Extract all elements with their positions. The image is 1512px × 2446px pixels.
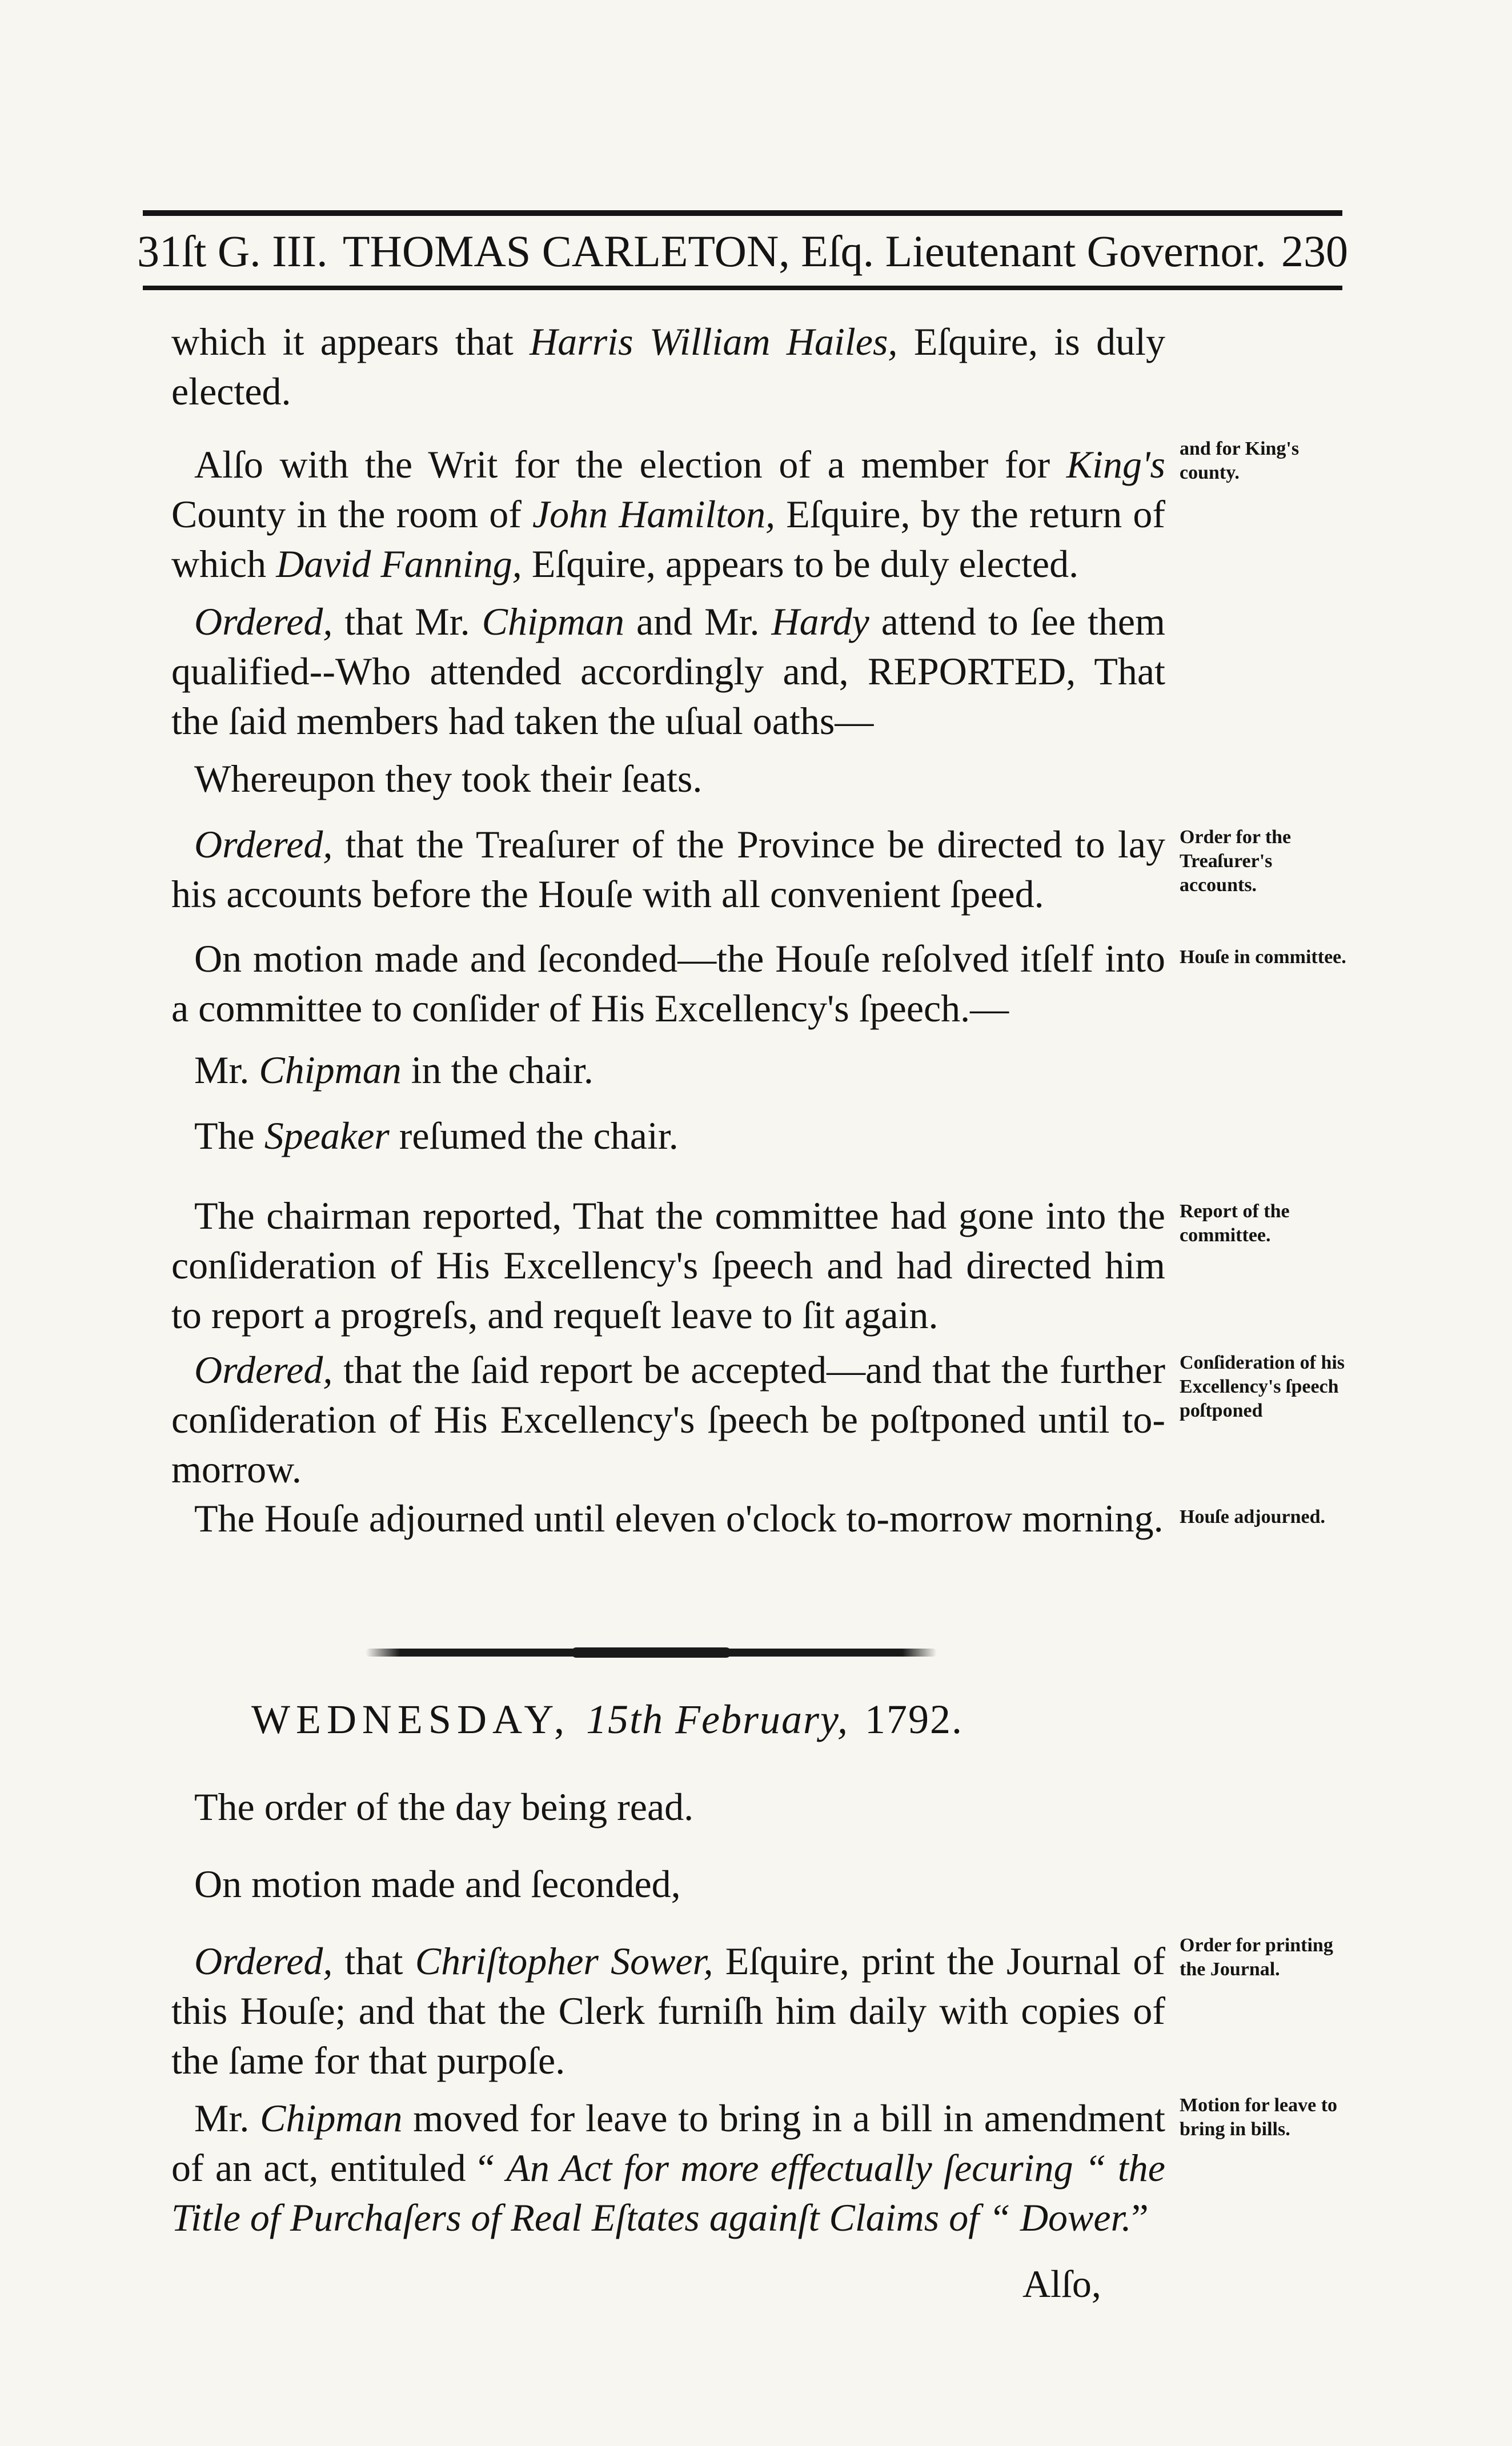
ordered-word: Ordered, <box>194 823 333 866</box>
paragraph-10: Ordered, that the ſaid report be accepted—and that the further conſideration of His Excellency's ſpeech be poſtponed until to-morrow. <box>171 1348 1165 1491</box>
person-name: Chipman <box>260 2096 403 2140</box>
person-name: John Hamilton, <box>532 492 776 536</box>
margin-note-speech-postponed: Conſideration of his Excellency's ſpeech poſtponed <box>1180 1352 1345 1421</box>
section-separator-ornament <box>571 1647 731 1658</box>
paragraph-5: Ordered, that the Treaſurer of the Province be directed to lay his accounts before the Houſe with all convenient ſpeed. <box>171 823 1165 916</box>
margin-note-house-in-committee: Houſe in committee. <box>1180 947 1346 968</box>
paragraph-1: which it appears that Harris William Hailes, Eſquire, is duly elected. <box>171 320 1166 413</box>
person-name: Harris William Hailes, <box>530 320 898 363</box>
page-title: THOMAS CARLETON, Eſq. Lieutenant Governor. <box>342 226 1266 276</box>
ordered-word: Ordered, <box>194 600 333 643</box>
paragraph-11: The Houſe adjourned until eleven o'clock to-morrow morning. <box>194 1497 1164 1540</box>
paragraph-9: The chairman reported, That the committee had gone into the conſideration of His Excellency's ſpeech and had directed him to report a progreſs, and requeſt leave to ſit again. <box>171 1194 1165 1337</box>
paragraph-3: Ordered, that Mr. Chipman and Mr. Hardy attend to ſee them qualified--Who attended accordingly and, REPORTED, That the ſaid members had taken the uſual oaths— <box>171 600 1165 743</box>
ordered-word: Ordered, <box>194 1348 333 1392</box>
margin-note-report-of-committee: Report of the committee. <box>1180 1201 1290 1246</box>
person-name: Chipman <box>482 600 625 643</box>
paragraph-2: Alſo with the Writ for the election of a member for King's County in the room of John Hamilton, Eſquire, by the return of which David Fanning, Eſquire, appears to be duly elected. <box>171 443 1166 586</box>
margin-note-motion-for-leave: Motion for leave to bring in bills. <box>1180 2095 1338 2140</box>
paragraph-13: On motion made and ſeconded, <box>194 1862 681 1906</box>
person-name: David Fanning, <box>276 542 522 586</box>
header-rule-bottom <box>143 286 1342 290</box>
ordered-word: Ordered, <box>194 1939 333 1983</box>
person-name: Speaker <box>264 1114 390 1157</box>
catchword: Alſo, <box>1022 2262 1101 2305</box>
margin-note-treasurer-accounts: Order for the Treaſurer's accounts. <box>1180 827 1292 896</box>
date-heading-year: 1792. <box>865 1697 964 1742</box>
act-title: An Act for more effectually ſecuring “ the Title of Purchaſers of Real Eſtates againſt Claims of “ Dower. <box>171 2146 1165 2239</box>
date-heading <box>251 1694 1165 1745</box>
person-name: Chipman <box>259 1048 402 1092</box>
paragraph-6: On motion made and ſeconded—the Houſe reſolved itſelf into a committee to conſider of His Excellency's ſpeech.— <box>171 937 1165 1030</box>
person-name: Hardy <box>771 600 869 643</box>
paragraph-15: Mr. Chipman moved for leave to bring in a bill in amendment of an act, entituled “ An Act for more effectually ſecuring “ the Title of Purchaſers of Real Eſtates againſt Claims of “ Dower.” <box>171 2096 1165 2239</box>
person-name: Chriſtopher Sower, <box>415 1939 713 1983</box>
margin-note-kings-county: and for King's county. <box>1180 438 1300 483</box>
paragraph-12: The order of the day being read. <box>194 1785 694 1829</box>
margin-note-printing-journal: Order for printing the Journal. <box>1180 1935 1333 1980</box>
margin-note-house-adjourned: Houſe adjourned. <box>1180 1506 1326 1527</box>
paragraph-4: Whereupon they took their ſeats. <box>194 757 703 800</box>
header-rule-top <box>143 210 1342 216</box>
place-name: King's <box>1066 443 1165 486</box>
paragraph-7: Mr. Chipman in the chair. <box>194 1048 593 1092</box>
page-number: 230 <box>1281 226 1348 276</box>
paragraph-8: The Speaker reſumed the chair. <box>194 1114 679 1157</box>
paragraph-14: Ordered, that Chriſtopher Sower, Eſquire, print the Journal of this Houſe; and that the Clerk furniſh him daily with copies of the ſame for that purpoſe. <box>171 1939 1166 2082</box>
date-heading-day: WEDNESDAY, <box>251 1697 571 1742</box>
date-heading-date: 15th February, <box>586 1697 849 1742</box>
running-head <box>137 220 1348 283</box>
session-label: 31ſt G. III. <box>137 226 328 276</box>
